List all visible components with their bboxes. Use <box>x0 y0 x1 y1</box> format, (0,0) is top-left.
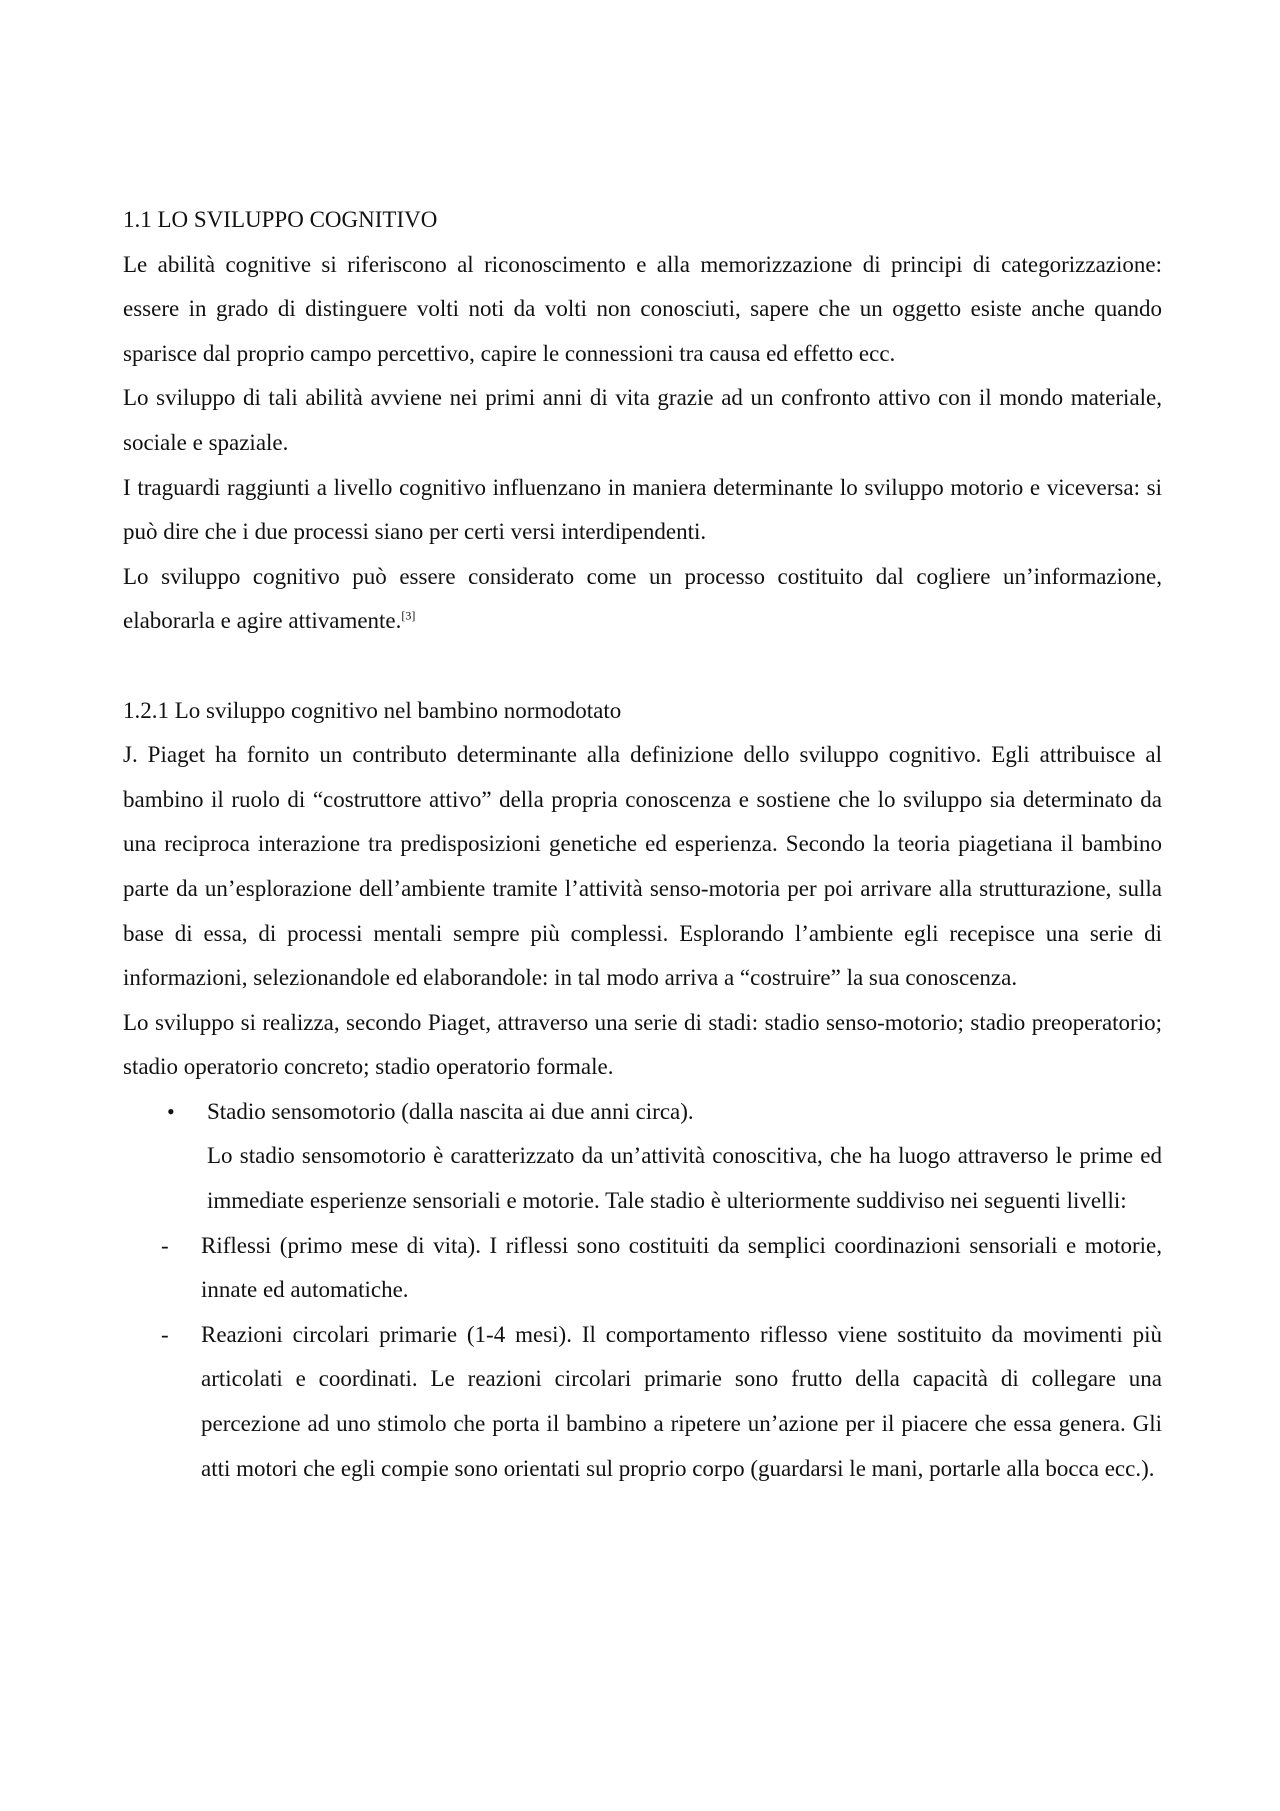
list-item-reflexes <box>123 1224 1162 1313</box>
paragraph-cognitive-abilities: Le abilità cognitive si riferiscono al riconoscimento e alla memorizzazione di principi di categorizzazione: essere in grado di distinguere volti noti da volti non conosciuti, sapere che un oggetto esiste anche quando sparisce dal proprio campo percettivo, capire le connessioni tra causa ed effetto ecc. <box>123 251 1162 366</box>
bullet-title: Stadio sensomotorio (dalla nascita ai due anni circa). <box>207 1098 694 1124</box>
paragraph-cognitive-process <box>123 555 1162 644</box>
paragraph-cognitive-process-text: Lo sviluppo cognitivo può essere considerato come un processo costituito dal cogliere un’informazione, elaborarla e agire attivamente. <box>123 563 1162 634</box>
section-heading-1-1: 1.1 LO SVILUPPO COGNITIVO <box>123 207 438 232</box>
citation-reference: [3] <box>401 608 416 623</box>
bullet-description: Lo stadio sensomotorio è caratterizzato da un’attività conoscitiva, che ha luogo attraverso le prime ed immediate esperienze sensoriali e motorie. Tale stadio è ulteriormente suddiviso nei seguenti livelli: <box>207 1143 1162 1214</box>
dash-marker: - <box>161 1321 169 1347</box>
bullet-marker: • <box>167 1098 175 1124</box>
list-item-text: Reazioni circolari primarie (1-4 mesi). Il comportamento riflesso viene sostituito da movimenti più articolati e coordinati. Le reazioni circolari primarie sono frutto della capacità di collegare una percezione ad uno stimolo che porta il bambino a ripetere un’azione per il piacere che essa genera. Gli atti motori che egli compie sono orientati sul proprio corpo (guardarsi le mani, portarle alla bocca ecc.). <box>201 1321 1162 1481</box>
list-item-primary-circular-reactions <box>123 1313 1162 1491</box>
page-content <box>123 198 1162 1491</box>
section-spacer <box>123 644 1162 689</box>
paragraph-interdependence: I traguardi raggiunti a livello cognitivo influenzano in maniera determinante lo sviluppo motorio e viceversa: si può dire che i due processi siano per certi versi interdipendenti. <box>123 474 1162 545</box>
paragraph-piaget-stages: Lo sviluppo si realizza, secondo Piaget, attraverso una serie di stadi: stadio senso-motorio; stadio preoperatorio; stadio operatorio concreto; stadio operatorio formale. <box>123 1009 1162 1080</box>
paragraph-piaget-contribution: J. Piaget ha fornito un contributo determinante alla definizione dello sviluppo cognitivo. Egli attribuisce al bambino il ruolo di “costruttore attivo” della propria conoscenza e sostiene che lo sviluppo sia determinato da una reciproca interazione tra predisposizioni genetiche ed esperienza. Secondo la teoria piagetiana il bambino parte da un’esplorazione dell’ambiente tramite l’attività senso-motoria per poi arrivare alla strutturazione, sulla base di essa, di processi mentali sempre più complessi. Esplorando l’ambiente egli recepisce una serie di informazioni, selezionandole ed elaborandole: in tal modo arriva a “costruire” la sua conoscenza. <box>123 742 1162 991</box>
bullet-item-sensorimotor <box>123 1090 1162 1224</box>
list-item-text: Riflessi (primo mese di vita). I riflessi sono costituiti da semplici coordinazioni sensoriali e motorie, innate ed automatiche. <box>201 1232 1162 1303</box>
dash-marker: - <box>161 1232 169 1258</box>
paragraph-development-early-years: Lo sviluppo di tali abilità avviene nei primi anni di vita grazie ad un confronto attivo con il mondo materiale, sociale e spaziale. <box>123 385 1162 455</box>
section-heading-1-2-1: 1.2.1 Lo sviluppo cognitivo nel bambino normodotato <box>123 697 622 723</box>
